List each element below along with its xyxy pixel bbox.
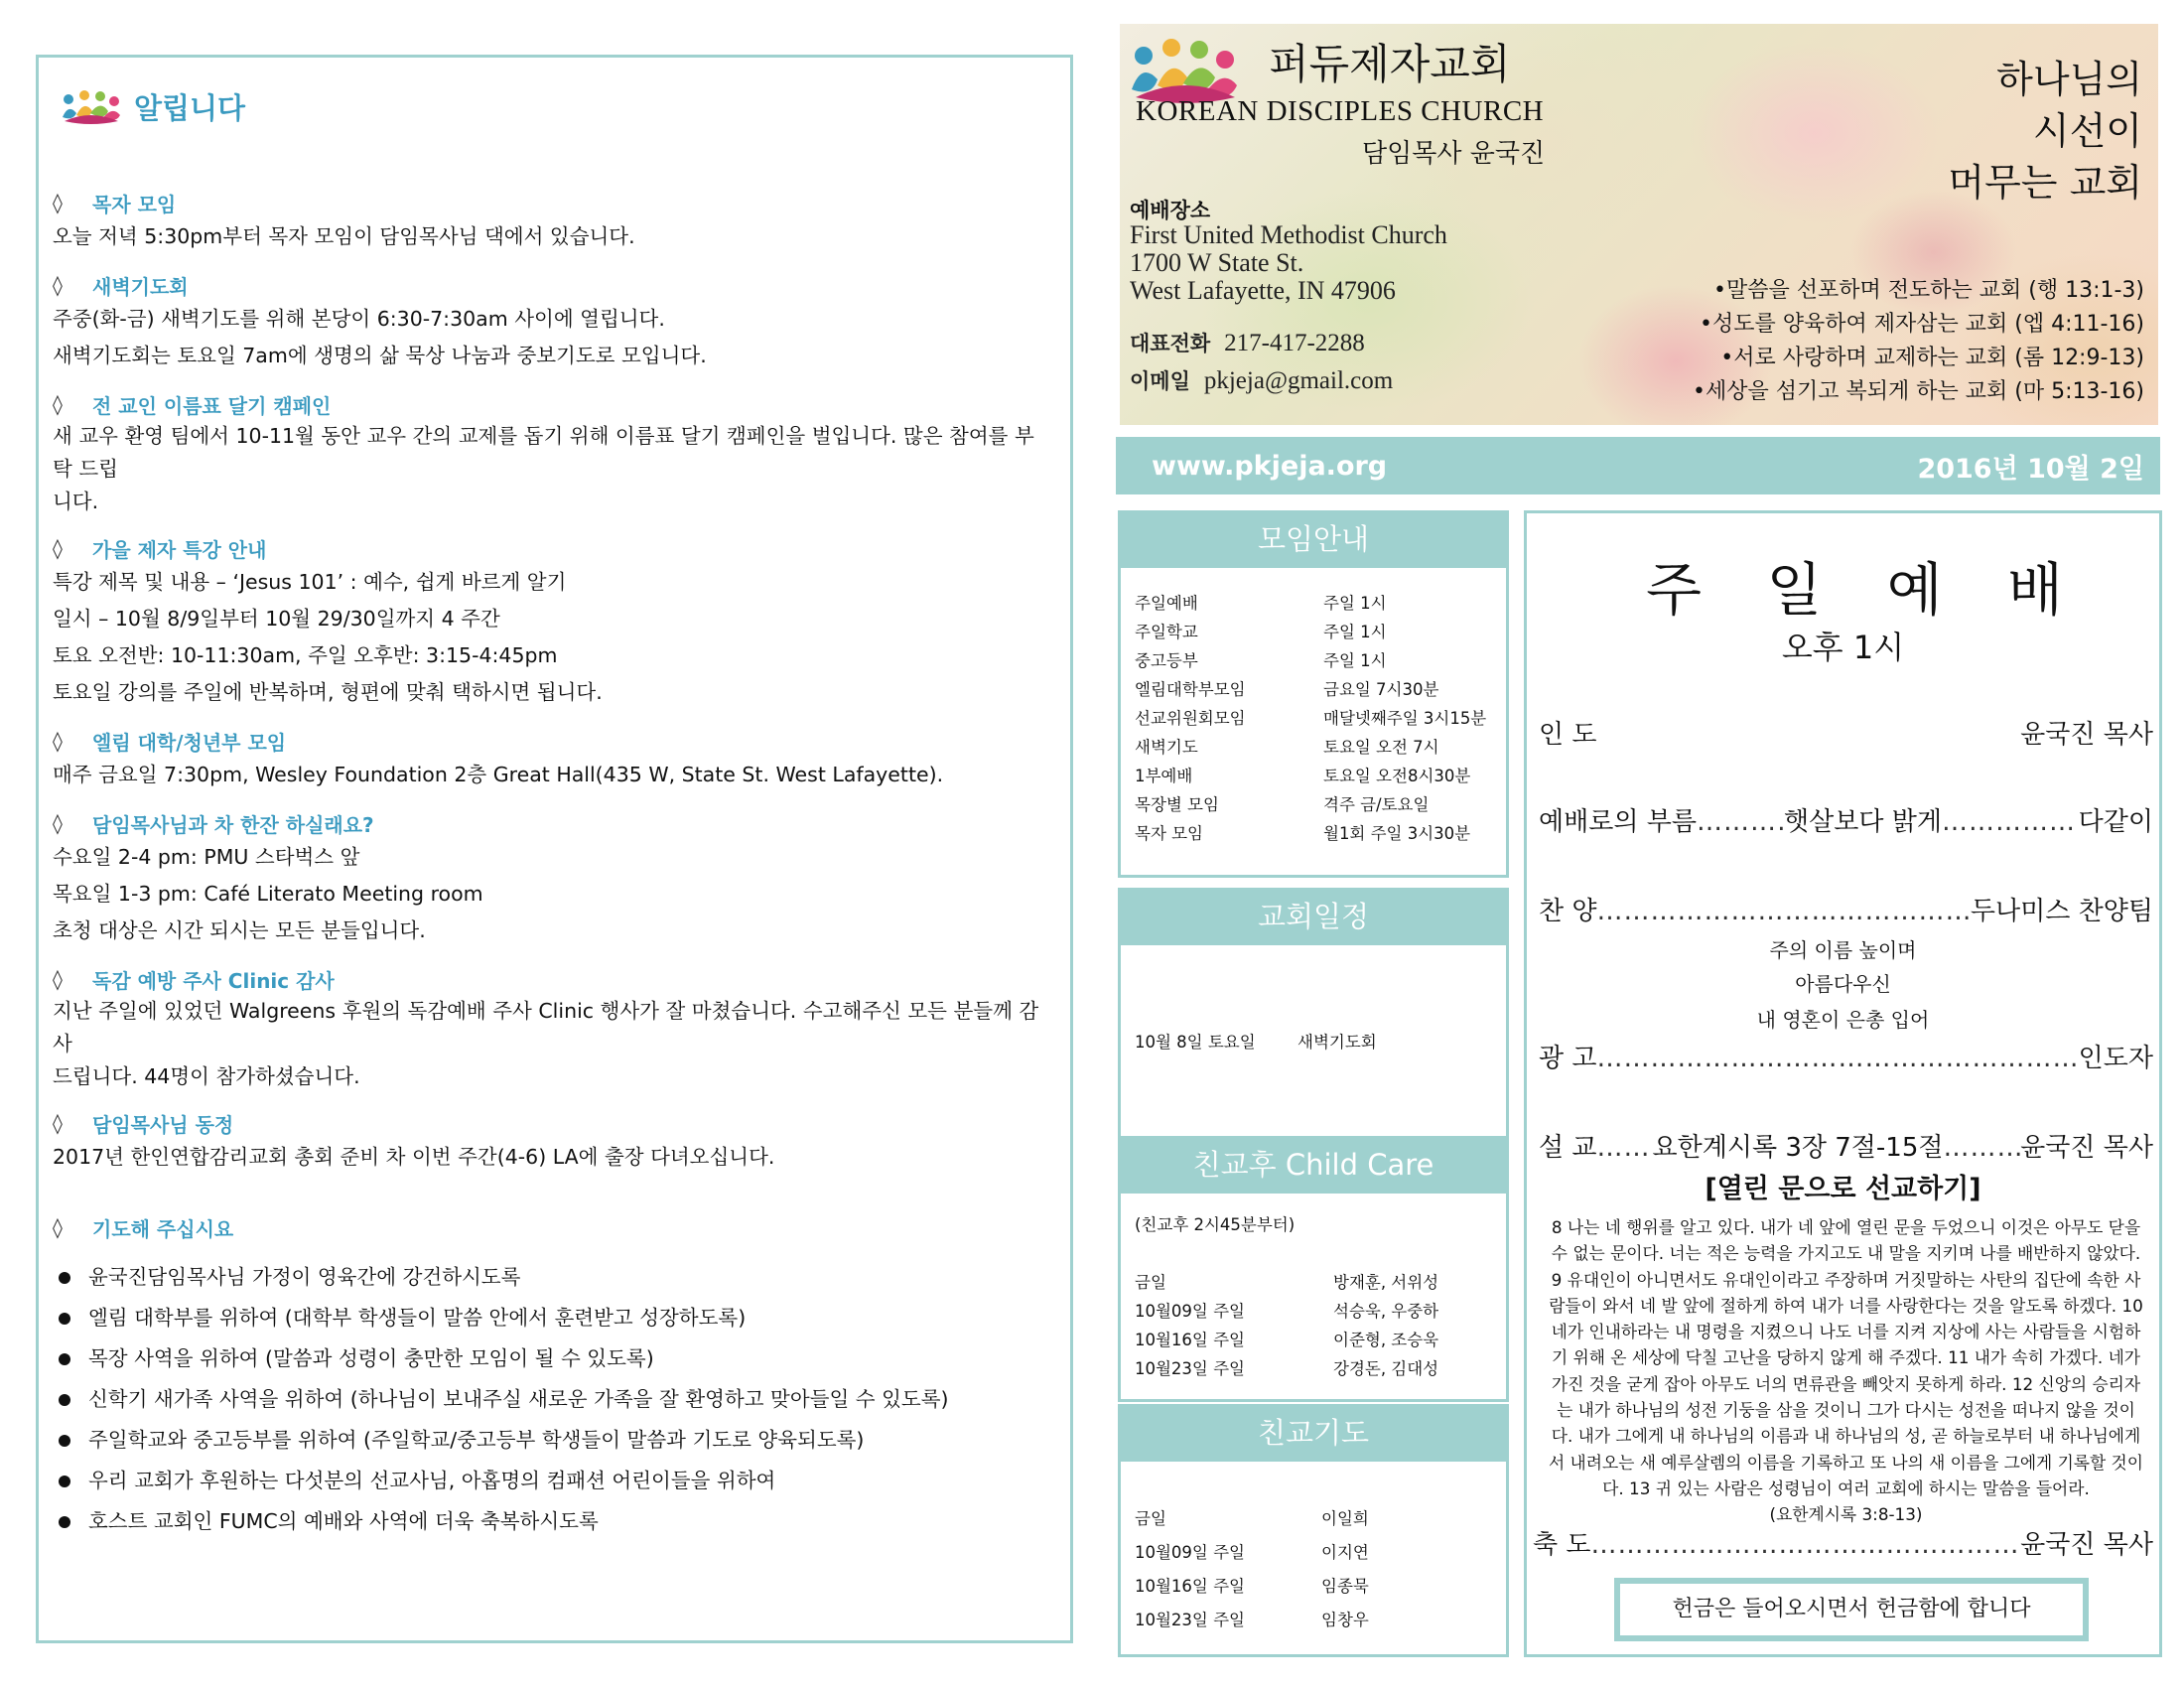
list-item: 엘림 대학부를 위하여 (대학부 학생들이 말씀 안에서 훈련받고 성장하도록) <box>53 1298 1052 1338</box>
notice-panel <box>36 55 1073 1643</box>
hymn-title: 아름다우신 <box>1795 972 1891 996</box>
table-row: 주일학교 주일 1시 <box>1135 623 1387 641</box>
notice-text: 니다. <box>53 490 99 513</box>
meetings-table <box>1118 568 1509 878</box>
notice-text: 초청 대상은 시간 되시는 모든 분들입니다. <box>53 918 426 942</box>
hymn-title: 주의 이름 높이며 <box>1769 938 1917 962</box>
notice-heading: 새벽기도회 <box>92 274 189 299</box>
order-lead: 인 도 윤국진 목사 <box>1539 720 2153 750</box>
schedule-table <box>1118 945 1509 1144</box>
email-label: 이메일 <box>1130 369 1190 393</box>
list-item: 호스트 교회인 FUMC의 예배와 사역에 더욱 축복하시도록 <box>53 1501 1052 1542</box>
bullet-icon <box>59 1272 70 1284</box>
notice-text: 지난 주일에 있었던 Walgreens 후원의 독감예배 주사 Clinic 행사가 잘 마쳤습니다. 수고해주신 모든 분들께 감사 <box>53 999 1039 1055</box>
bullet-icon <box>59 1516 70 1528</box>
notice-item <box>53 532 1052 711</box>
table-row: 10월 8일 토요일 새벽기도회 <box>1135 1033 1377 1052</box>
table-row: 1부예배 토요일 오전8시30분 <box>1135 767 1471 785</box>
table-row: 엘림대학부모임 금요일 7시30분 <box>1135 680 1439 699</box>
notice-heading: 독감 예방 주사 Clinic 감사 <box>92 968 335 993</box>
meetings-title: 모임안내 <box>1118 510 1509 568</box>
childcare-box <box>1118 1136 1509 1402</box>
notice-text: 목요일 1-3 pm: Café Literato Meeting room <box>53 882 483 906</box>
order-call-to-worship: 예배로의 부름 ……………………………………………………………………………………………… 햇살보다 밝게 ……………………………………………………………………………………………… 다같이 <box>1539 801 2153 838</box>
church-name-english: KOREAN DISCIPLES CHURCH <box>1136 95 1545 127</box>
childcare-note: (친교후 2시45분부터) <box>1135 1215 1296 1234</box>
table-row: 10월16일 주일 임종묵 <box>1135 1577 1369 1596</box>
church-name-korean: 퍼듀제자교회 <box>1269 40 1511 88</box>
offering-notice: 헌금은 들어오시면서 헌금함에 합니다 <box>1614 1578 2089 1641</box>
notice-heading: 전 교인 이름표 달기 캠페인 <box>92 393 332 418</box>
phone-line <box>1130 328 1365 357</box>
table-row: 10월09일 주일 이지연 <box>1135 1543 1369 1562</box>
meetings-box <box>1118 510 1509 878</box>
list-item: 주일학교와 중고등부를 위하여 (주일학교/중고등부 학생들이 말씀과 기도로 양육되도록) <box>53 1420 1052 1461</box>
notice-heading: 담임목사님 동정 <box>92 1112 234 1137</box>
church-header <box>1120 24 2158 425</box>
table-row: 금일 방재훈, 서위성 <box>1135 1273 1439 1292</box>
table-row: 목장별 모임 격주 금/토요일 <box>1135 795 1430 814</box>
notice-text: 일시 – 10월 8/9일부터 10월 29/30일까지 4 주간 <box>53 607 500 631</box>
hymn-title: 내 영혼이 은총 입어 <box>1756 1008 1930 1032</box>
table-row: 주일예배 주일 1시 <box>1135 594 1387 613</box>
venue-line: 1700 W State St. <box>1130 248 1304 277</box>
mission-item: •서로 사랑하며 교제하는 교회 (롬 12:9-13) <box>1720 346 2144 370</box>
worship-title: 주 일 예 배 <box>1646 556 2063 624</box>
diamond-icon: ◊ <box>53 967 63 991</box>
table-row: 새벽기도 토요일 오전 7시 <box>1135 738 1439 757</box>
bullet-icon <box>59 1313 70 1325</box>
mission-item: •세상을 섬기고 복되게 하는 교회 (마 5:13-16) <box>1693 379 2144 404</box>
diamond-icon: ◊ <box>53 811 63 835</box>
schedule-title: 교회일정 <box>1118 888 1509 945</box>
notice-text: 드립니다. 44명이 참가하셨습니다. <box>53 1064 360 1088</box>
notice-item <box>53 269 1052 374</box>
schedule-box <box>1118 888 1509 1144</box>
notice-heading: 엘림 대학/청년부 모임 <box>92 730 287 755</box>
table-row: 선교위원회모임 매달넷째주일 3시15분 <box>1135 709 1487 728</box>
notice-text: 토요 오전반: 10-11:30am, 주일 오후반: 3:15-4:45pm <box>53 643 558 667</box>
senior-pastor: 담임목사 윤국진 <box>1362 139 1546 169</box>
table-row: 10월16일 주일 이준형, 조승욱 <box>1135 1331 1439 1349</box>
notice-title: 알립니다 <box>134 90 246 125</box>
bullet-icon <box>59 1435 70 1447</box>
venue-line: West Lafayette, IN 47906 <box>1130 276 1396 305</box>
notice-list <box>53 187 1052 1542</box>
notice-text: 수요일 2-4 pm: PMU 스타벅스 앞 <box>53 845 360 869</box>
phone-number: 217-417-2288 <box>1224 330 1365 356</box>
list-item: 윤국진담임목사님 가정이 영육간에 강건하시도록 <box>53 1257 1052 1298</box>
motto: 하나님의 시선이 머무는 교회 <box>1948 58 2142 205</box>
url-date-bar <box>1116 437 2160 494</box>
table-row: 10월23일 주일 임창우 <box>1135 1611 1369 1629</box>
notice-header <box>61 81 1052 131</box>
bullet-icon <box>59 1476 70 1487</box>
fellowship-table <box>1118 1462 1509 1657</box>
notice-item <box>53 807 1052 949</box>
mission-item: •성도를 양육하여 제자삼는 교회 (엡 4:11-16) <box>1700 312 2144 337</box>
bulletin-date: 2016년 10월 2일 <box>1917 453 2144 485</box>
diamond-icon: ◊ <box>53 1215 63 1239</box>
diamond-icon: ◊ <box>53 191 63 214</box>
diamond-icon: ◊ <box>53 1111 63 1135</box>
email-address: pkjeja@gmail.com <box>1203 367 1394 394</box>
table-row: 10월23일 주일 강경돈, 김대성 <box>1135 1359 1439 1378</box>
email-line <box>1130 365 1393 395</box>
sermon-title: [열린 문으로 선교하기] <box>1705 1174 1981 1204</box>
worship-time: 오후 1시 <box>1781 629 1905 666</box>
notice-item <box>53 963 1052 1093</box>
scripture-text: 8 나는 네 행위를 알고 있다. 내가 네 앞에 열린 문을 두었으니 이것은 아무도 닫을 수 없는 문이다. 너는 적은 능력을 가지고도 내 말을 지키며 나를 배반하지 않았다. 9 유대인이 아니면서도 유대인이라고 주장하며 거짓말하는 사탄의 집단에 속한 사람들이 와서 네 발 앞에 절하게 하여 내가 너를 사랑한다는 것을 알도록 하겠다. 10 네가 인내하라는 내 명령을 지켰으니 나도 너를 지켜 지상에 사는 사람들을 시험하기 위해 온 세상에 닥칠 고난을 당하지 않게 해 주겠다. 11 내가 속히 가겠다. 네가 가진 것을 굳게 잡아 아무도 너의 면류관을 빼앗지 못하게 하라. 12 신앙의 승리자는 내가 하나님의 성전 기둥을 삼을 것이니 그가 다시는 성전을 떠나지 않을 것이다. 내가 그에게 내 하나님의 이름과 내 하나님의 성, 곧 하늘로부터 내 하나님에게서 내려오는 새 예루살렘의 이름을 기록하고 또 나의 새 이름을 그에게 기록할 것이다. 13 귀 있는 사람은 성령님이 여러 교회에 하시는 말씀을 들어라. (요한계시록 3:8-13) <box>1547 1214 2145 1528</box>
notice-text: 2017년 한인연합감리교회 총회 준비 차 이번 주간(4-6) LA에 출장 다녀오십니다. <box>53 1145 775 1169</box>
notice-text: 특강 제목 및 내용 – ‘Jesus 101’ : 예수, 쉽게 바르게 알기 <box>53 570 567 594</box>
childcare-table <box>1118 1194 1509 1402</box>
table-row: 중고등부 주일 1시 <box>1135 651 1387 670</box>
fellowship-title: 친교기도 <box>1118 1404 1509 1462</box>
worship-order-panel <box>1524 510 2162 1657</box>
notice-item <box>53 725 1052 793</box>
notice-item <box>53 1107 1052 1176</box>
table-row: 10월09일 주일 석승욱, 우중하 <box>1135 1302 1439 1321</box>
order-sermon: 설 교 ……………………………………………………………………………………………… 요한계시록 3장 7절-15절 ……………………………………………………………………………………………… 윤국진 목사 <box>1539 1127 2153 1164</box>
notice-item <box>53 388 1052 518</box>
order-praise: 찬 양 ……………………………………………………………………………………………… 두나미스 찬양팀 <box>1539 891 2153 927</box>
diamond-icon: ◊ <box>53 392 63 416</box>
prayer-heading: 기도해 주십시요 <box>92 1216 234 1241</box>
notice-text: 새벽기도회는 토요일 7am에 생명의 삶 묵상 나눔과 중보기도로 모입니다. <box>53 344 707 367</box>
table-row: 금일 이일희 <box>1135 1509 1369 1528</box>
list-item: 목장 사역을 위하여 (말씀과 성령이 충만한 모임이 될 수 있도록) <box>53 1338 1052 1379</box>
diamond-icon: ◊ <box>53 729 63 753</box>
notice-heading: 담임목사님과 차 한잔 하실래요? <box>92 812 374 837</box>
venue-label: 예배장소 <box>1130 199 1211 222</box>
diamond-icon: ◊ <box>53 273 63 297</box>
childcare-title: 친교후 Child Care <box>1118 1136 1509 1194</box>
prayer-list <box>53 1257 1052 1542</box>
diamond-icon: ◊ <box>53 536 63 560</box>
prayer-block <box>53 1211 1052 1542</box>
scripture-reference: (요한계시록 3:8-13) <box>1769 1504 1923 1525</box>
notice-text: 새 교우 환영 팀에서 10-11월 동안 교우 간의 교제를 돕기 위해 이름표 달기 캠페인을 벌입니다. 많은 참여를 부탁 드립 <box>53 424 1034 481</box>
notice-text: 매주 금요일 7:30pm, Wesley Foundation 2층 Great Hall(435 W, State St. West Lafayette). <box>53 763 944 786</box>
mission-list <box>1693 274 2144 409</box>
bullet-icon <box>59 1353 70 1365</box>
notice-item <box>53 187 1052 255</box>
order-benediction: 축 도 ……………………………………………………………………………………………… 윤국진 목사 <box>1533 1524 2153 1561</box>
list-item: 신학기 새가족 사역을 위하여 (하나님이 보내주실 새로운 가족을 잘 환영하고 맞아들일 수 있도록) <box>53 1379 1052 1420</box>
notice-text: 오늘 저녁 5:30pm부터 목자 모임이 담임목사님 댁에서 있습니다. <box>53 224 635 248</box>
order-announcements: 광 고 ……………………………………………………………………………………………… 인도자 <box>1539 1038 2153 1074</box>
bullet-icon <box>59 1394 70 1406</box>
notice-text: 토요일 강의를 주일에 반복하며, 형편에 맞춰 택하시면 됩니다. <box>53 680 603 704</box>
venue-line: First United Methodist Church <box>1130 220 1447 249</box>
fellowship-box <box>1118 1404 1509 1657</box>
notice-heading: 목자 모임 <box>92 192 177 216</box>
website-link[interactable]: www.pkjeja.org <box>1152 450 1388 482</box>
mission-item: •말씀을 선포하며 전도하는 교회 (행 13:1-3) <box>1713 278 2144 303</box>
notice-text: 주중(화-금) 새벽기도를 위해 본당이 6:30-7:30am 사이에 열립니다. <box>53 307 665 331</box>
list-item: 우리 교회가 후원하는 다섯분의 선교사님, 아홉명의 컴패션 어린이들을 위하여 <box>53 1461 1052 1501</box>
people-logo-icon <box>61 87 122 125</box>
table-row: 목자 모임 월1회 주일 3시30분 <box>1135 824 1471 843</box>
phone-label: 대표전화 <box>1130 332 1211 355</box>
notice-heading: 가을 제자 특강 안내 <box>92 537 267 562</box>
